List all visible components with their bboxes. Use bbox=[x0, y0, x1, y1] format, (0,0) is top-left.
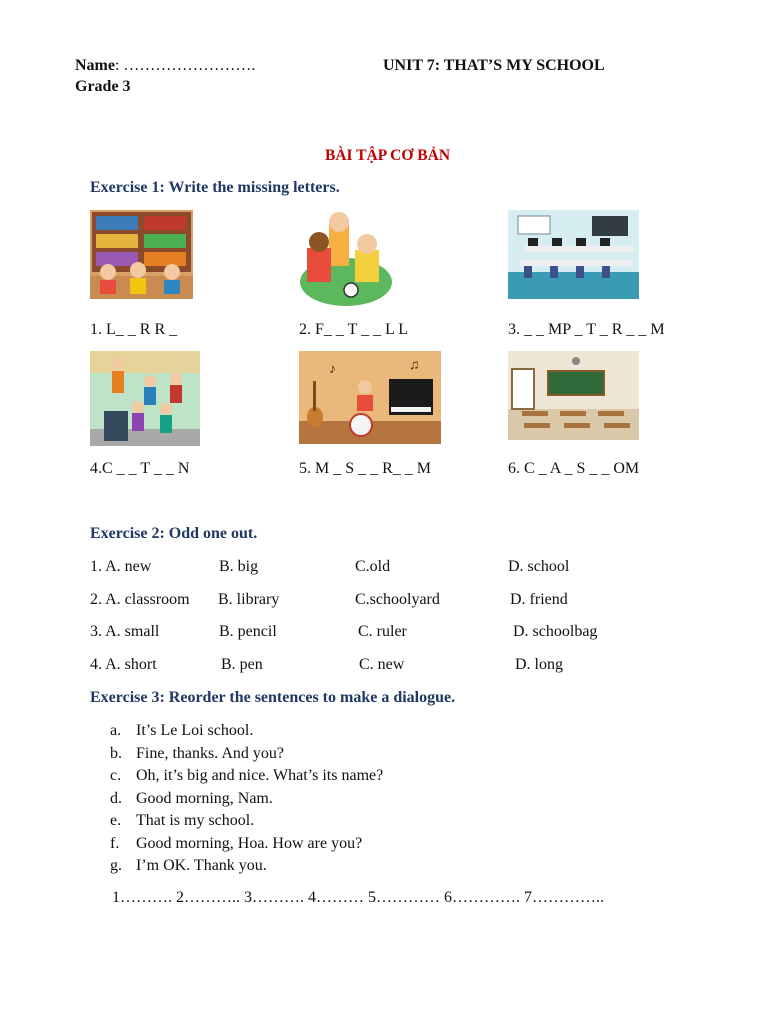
item-letter: f. bbox=[110, 834, 120, 852]
item-letter: g. bbox=[110, 857, 122, 874]
item-text: I’m OK. Thank you. bbox=[136, 857, 267, 874]
exercise1-item: 3. _ _ MP _ T _ R _ _ M bbox=[508, 321, 665, 338]
item-letter: b. bbox=[110, 744, 122, 762]
item-text: Good morning, Nam. bbox=[136, 789, 273, 807]
item-text: Good morning, Hoa. How are you? bbox=[136, 834, 363, 852]
unit-title: UNIT 7: THAT’S MY SCHOOL bbox=[383, 57, 605, 74]
dialogue-item bbox=[110, 720, 383, 743]
option-text: 1. A. new bbox=[90, 558, 152, 575]
canteen-picture bbox=[90, 351, 200, 446]
exercise1-item: 6. C _ A _ S _ _ OM bbox=[508, 460, 640, 477]
answer-line: 1………. 2……….. 3………. 4……… 5………… 6…………. 7………….. bbox=[112, 889, 604, 906]
item-letter: e. bbox=[110, 812, 122, 829]
item-letter: c. bbox=[110, 767, 122, 784]
item-text: It’s Le Loi school. bbox=[136, 722, 254, 739]
classroom-picture bbox=[508, 351, 639, 440]
dialogue-item bbox=[110, 765, 383, 788]
item-text: Oh, it’s big and nice. What’s its name? bbox=[136, 767, 384, 784]
exercise1-item: 2. F_ _ T _ _ L L bbox=[299, 321, 409, 338]
option-text: 2. A. classroom bbox=[90, 591, 190, 608]
name-blank: : ……………………. bbox=[114, 57, 256, 74]
exercise1-item: 4.C _ _ T _ _ N bbox=[90, 460, 190, 477]
option-text: D. school bbox=[508, 558, 570, 575]
svg-text:♫: ♫ bbox=[409, 358, 420, 373]
option-text: B. pen bbox=[221, 656, 263, 673]
dialogue-item bbox=[110, 743, 383, 766]
computer-room-picture bbox=[508, 210, 639, 299]
name-line bbox=[75, 57, 255, 75]
dialogue-item bbox=[110, 855, 383, 878]
option-text: D. long bbox=[515, 656, 563, 673]
name-label: Name bbox=[75, 57, 115, 74]
svg-text:♪: ♪ bbox=[329, 362, 336, 377]
exercise2-title: Exercise 2: Odd one out. bbox=[90, 525, 258, 542]
option-text: C.schoolyard bbox=[355, 591, 440, 608]
option-text: C. ruler bbox=[358, 623, 407, 640]
dialogue-item bbox=[110, 833, 383, 856]
library-picture bbox=[90, 210, 193, 299]
item-text: Fine, thanks. And you? bbox=[136, 744, 284, 762]
exercise1-item: 5. M _ S _ _ R_ _ M bbox=[299, 460, 432, 477]
option-text: 4. A. short bbox=[90, 656, 157, 673]
music-room-picture bbox=[299, 351, 441, 444]
section-title: BÀI TẬP CƠ BẢN bbox=[325, 147, 451, 164]
exercise1-item: 1. L_ _ R R _ bbox=[90, 321, 178, 338]
dialogue-item bbox=[110, 810, 383, 833]
grade-label: Grade 3 bbox=[75, 78, 131, 95]
option-text: 3. A. small bbox=[90, 623, 160, 640]
option-text: C.old bbox=[355, 558, 391, 575]
option-text: B. library bbox=[218, 591, 280, 608]
exercise3-title: Exercise 3: Reorder the sentences to make a dialogue. bbox=[90, 689, 456, 706]
item-letter: d. bbox=[110, 789, 122, 807]
option-text: B. big bbox=[219, 558, 259, 575]
option-text: D. friend bbox=[510, 591, 568, 608]
item-text: That is my school. bbox=[136, 812, 255, 829]
item-letter: a. bbox=[110, 722, 122, 739]
option-text: C. new bbox=[359, 656, 405, 673]
exercise1-title: Exercise 1: Write the missing letters. bbox=[90, 179, 340, 196]
option-text: B. pencil bbox=[219, 623, 277, 640]
dialogue-list bbox=[110, 720, 383, 878]
dialogue-item bbox=[110, 788, 383, 811]
option-text: D. schoolbag bbox=[513, 623, 598, 640]
football-picture bbox=[299, 210, 393, 307]
